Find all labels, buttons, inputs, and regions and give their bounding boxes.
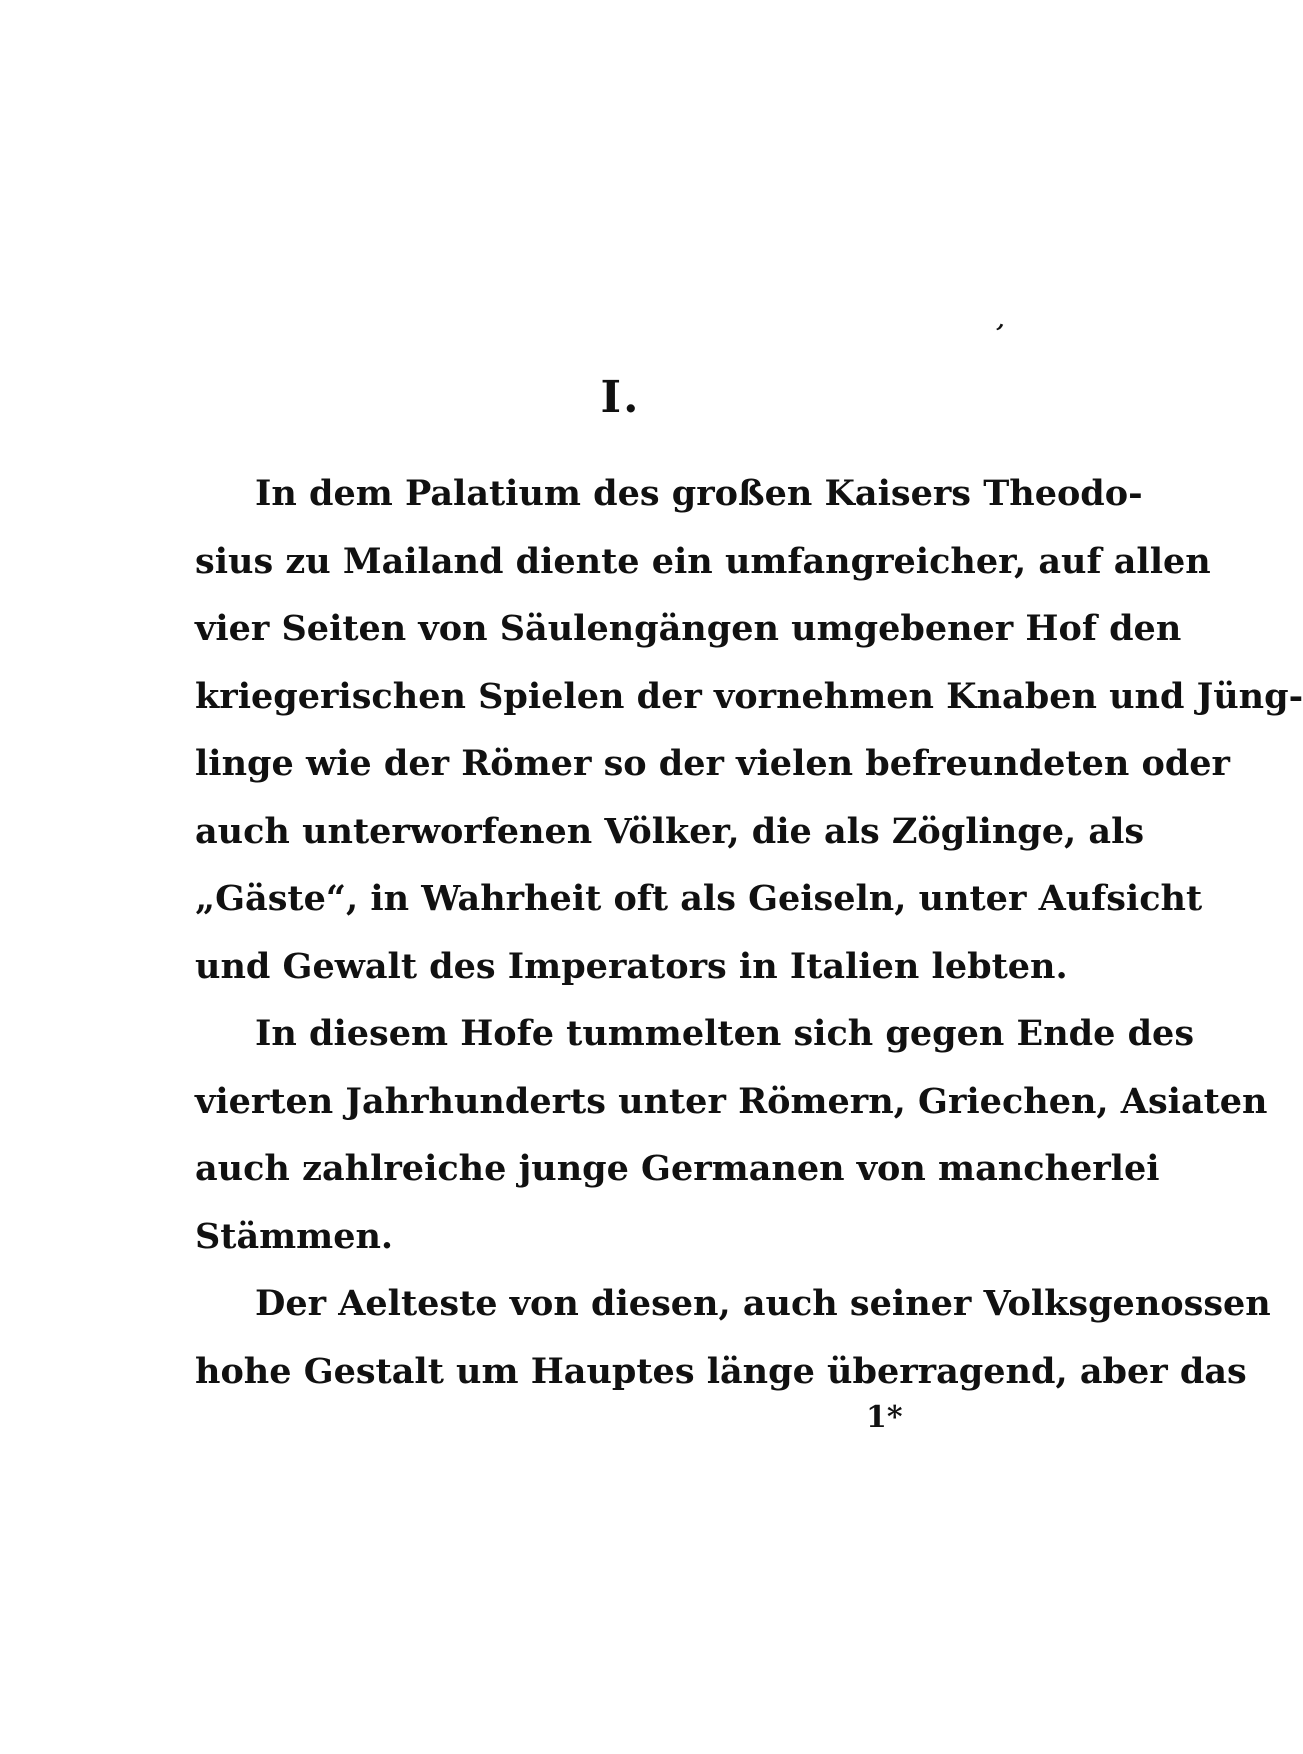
text-line: sius zu Mailand diente ein umfangreicher, auf allen [195,540,1211,582]
text-line: auch unterworfenen Völker, die als Zöglinge, als [195,810,1145,852]
signature-mark: 1* [866,1400,903,1435]
text-line: kriegerischen Spielen der vornehmen Knaben und Jüng- [195,675,1303,717]
text-line: Der Aelteste von diesen, auch seiner Volksgenossen [255,1283,1271,1324]
stray-mark: ’ [986,317,1008,354]
text-line: vierten Jahrhunderts unter Römern, Griechen, Asiaten [195,1080,1268,1122]
text-line: hohe Gestalt um Hauptes länge überragend, aber das [195,1350,1247,1392]
chapter-number: I. [600,372,641,423]
text-line: und Gewalt des Imperators in Italien lebten. [195,945,1068,987]
text-line: linge wie der Römer so der vielen befreundeten oder [195,743,1230,784]
text-line: In diesem Hofe tummelten sich gegen Ende des [255,1013,1195,1054]
text-line: auch zahlreiche junge Germanen von mancherlei [195,1148,1160,1189]
body-text [195,460,1303,1405]
text-line: „Gäste“, in Wahrheit oft als Geiseln, unter Aufsicht [195,878,1203,919]
text-line: vier Seiten von Säulengängen umgebener Hof den [195,608,1182,649]
text-line: In dem Palatium des großen Kaisers Theodo- [255,473,1143,514]
text-line: Stämmen. [195,1215,394,1257]
